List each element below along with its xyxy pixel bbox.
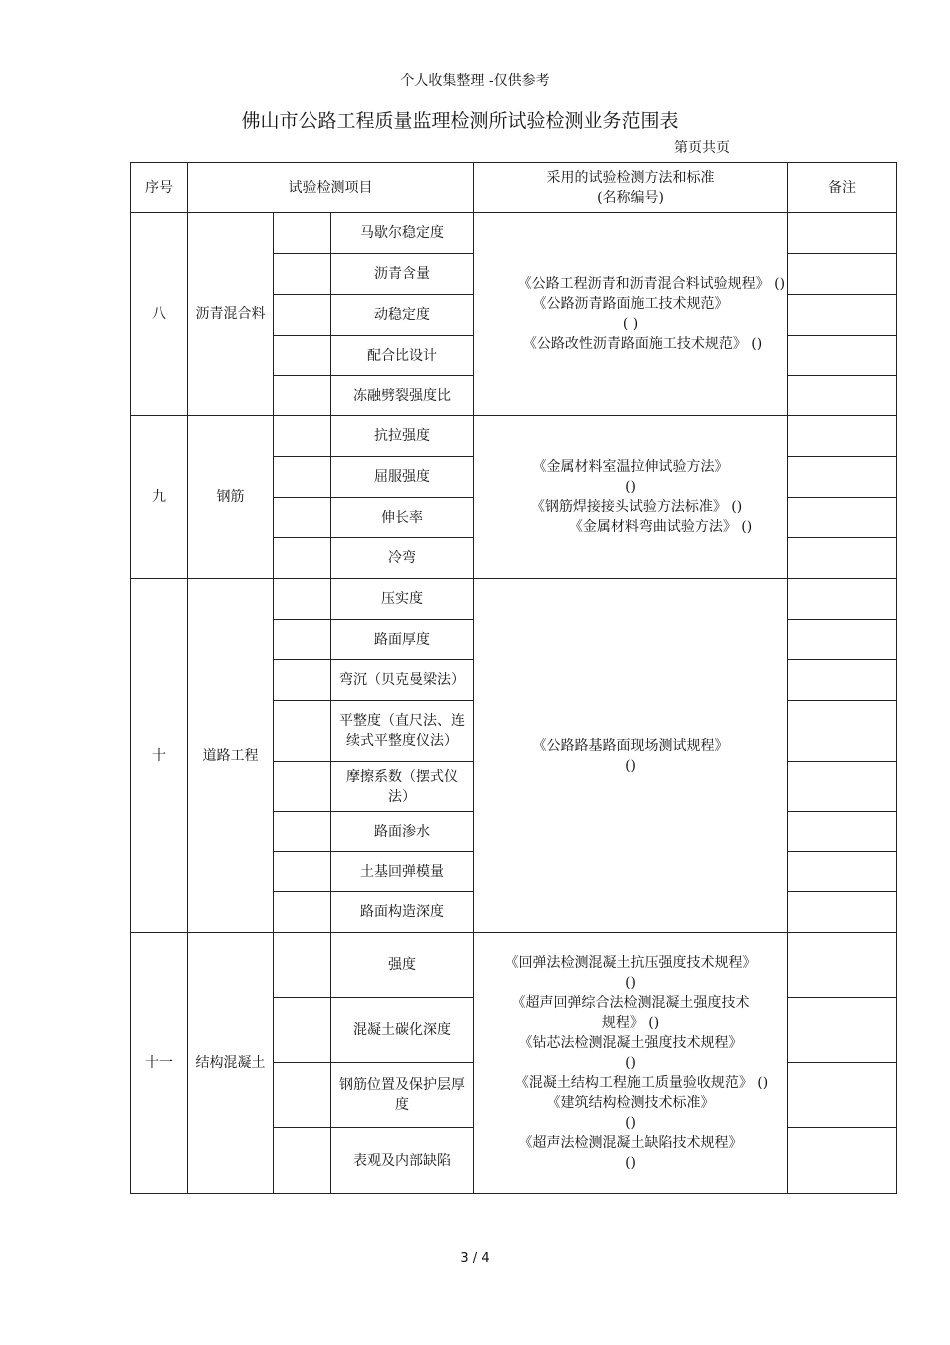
method-line: (): [625, 479, 636, 495]
header-note: 个人收集整理 -仅供参考: [400, 73, 550, 89]
method-line: (): [625, 975, 636, 991]
test-item: 压实度: [331, 579, 474, 620]
method-line: 《金属材料室温拉伸试验方法》: [532, 459, 729, 475]
table-row: [131, 416, 897, 457]
group-category: 结构混凝土: [188, 933, 274, 1194]
group-methods: [474, 933, 788, 1194]
remark-cell: [788, 336, 897, 376]
remark-cell: [788, 376, 897, 416]
blank-cell: [274, 254, 331, 295]
remark-cell: [788, 892, 897, 933]
remark-cell: [788, 1128, 897, 1194]
header-method-line2: (名称编号): [597, 189, 664, 206]
blank-cell: [274, 336, 331, 376]
group-seq: 十一: [131, 933, 188, 1194]
blank-cell: [274, 812, 331, 852]
group-seq: 八: [131, 213, 188, 416]
test-item: 钢筋位置及保护层厚度: [331, 1063, 474, 1128]
blank-cell: [274, 376, 331, 416]
remark-cell: [788, 998, 897, 1063]
blank-cell: [274, 416, 331, 457]
remark-cell: [788, 457, 897, 498]
header-item: 试验检测项目: [188, 163, 474, 213]
blank-cell: [274, 1128, 331, 1194]
remark-cell: [788, 620, 897, 660]
remark-cell: [788, 812, 897, 852]
group-category: 沥青混合料: [188, 213, 274, 416]
header-method-line1: 采用的试验检测方法和标准: [546, 169, 715, 186]
remark-cell: [788, 660, 897, 701]
test-item: 土基回弹模量: [331, 852, 474, 892]
blank-cell: [274, 762, 331, 812]
remark-cell: [788, 762, 897, 812]
page-footer: 3 / 4: [460, 1251, 490, 1266]
blank-cell: [274, 538, 331, 579]
test-item: 路面渗水: [331, 812, 474, 852]
method-line: 《金属材料弯曲试验方法》 (): [568, 519, 753, 535]
table-row: [131, 933, 897, 998]
blank-cell: [274, 852, 331, 892]
test-item: 路面厚度: [331, 620, 474, 660]
remark-cell: [788, 254, 897, 295]
method-line: (): [625, 1115, 636, 1131]
group-methods: [474, 416, 788, 579]
group-category: 道路工程: [188, 579, 274, 933]
blank-cell: [274, 660, 331, 701]
remark-cell: [788, 579, 897, 620]
blank-cell: [274, 998, 331, 1063]
method-line: 规程》 (): [601, 1015, 660, 1031]
method-line: (): [625, 1155, 636, 1171]
test-item: 表观及内部缺陷: [331, 1128, 474, 1194]
group-category: 钢筋: [188, 416, 274, 579]
test-item: 强度: [331, 933, 474, 998]
table-row: [131, 579, 897, 620]
method-line: 《超声回弹综合法检测混凝土强度技术: [511, 995, 750, 1011]
test-item: 平整度（直尺法、连续式平整度仪法）: [331, 701, 474, 762]
method-line: 《公路工程沥青和沥青混合料试验规程》 (): [517, 276, 786, 292]
test-item: 路面构造深度: [331, 892, 474, 933]
method-line: 《钻芯法检测混凝土强度技术规程》: [518, 1035, 743, 1051]
remark-cell: [788, 701, 897, 762]
method-line: 《混凝土结构工程施工质量验收规范》 (): [514, 1075, 769, 1091]
method-line: 《公路改性沥青路面施工技术规范》 (): [522, 336, 763, 352]
group-seq: 九: [131, 416, 188, 579]
blank-cell: [274, 1063, 331, 1128]
test-item: 弯沉（贝克曼梁法）: [331, 660, 474, 701]
method-line: 《建筑结构检测技术标准》: [546, 1095, 715, 1111]
blank-cell: [274, 295, 331, 336]
test-item: 配合比设计: [331, 336, 474, 376]
remark-cell: [788, 295, 897, 336]
test-item: 屈服强度: [331, 457, 474, 498]
method-line: 《钢筋焊接接头试验方法标准》 (): [530, 499, 743, 515]
remark-cell: [788, 213, 897, 254]
header-method: [474, 163, 788, 213]
test-item: 冻融劈裂强度比: [331, 376, 474, 416]
blank-cell: [274, 701, 331, 762]
test-item: 伸长率: [331, 498, 474, 538]
method-line: 《公路路基路面现场测试规程》: [532, 737, 729, 754]
method-line: 《公路沥青路面施工技术规范》: [532, 296, 729, 312]
method-line: (): [625, 1055, 636, 1071]
blank-cell: [274, 620, 331, 660]
test-item: 抗拉强度: [331, 416, 474, 457]
remark-cell: [788, 1063, 897, 1128]
blank-cell: [274, 213, 331, 254]
test-item: 混凝土碳化深度: [331, 998, 474, 1063]
table-row: [131, 213, 897, 254]
blank-cell: [274, 933, 331, 998]
table-header-row: [131, 163, 897, 213]
group-seq: 十: [131, 579, 188, 933]
page-count-note: 第页共页: [674, 140, 730, 156]
test-item: 摩擦系数（摆式仪法）: [331, 762, 474, 812]
group-methods: [474, 579, 788, 933]
group-methods: [474, 213, 788, 416]
blank-cell: [274, 892, 331, 933]
remark-cell: [788, 852, 897, 892]
header-remark: 备注: [788, 163, 897, 213]
test-item: 马歇尔稳定度: [331, 213, 474, 254]
test-item: 冷弯: [331, 538, 474, 579]
scope-table: [130, 162, 897, 1194]
document-title: 佛山市公路工程质量监理检测所试验检测业务范围表: [241, 110, 679, 132]
method-line: 《回弹法检测混凝土抗压强度技术规程》: [504, 955, 757, 971]
method-line: 《超声法检测混凝土缺陷技术规程》: [518, 1135, 743, 1151]
remark-cell: [788, 933, 897, 998]
remark-cell: [788, 498, 897, 538]
remark-cell: [788, 538, 897, 579]
test-item: 沥青含量: [331, 254, 474, 295]
blank-cell: [274, 457, 331, 498]
blank-cell: [274, 579, 331, 620]
remark-cell: [788, 416, 897, 457]
method-line: (): [625, 757, 636, 774]
blank-cell: [274, 498, 331, 538]
header-seq: 序号: [131, 163, 188, 213]
method-line: ( ): [622, 316, 639, 332]
test-item: 动稳定度: [331, 295, 474, 336]
